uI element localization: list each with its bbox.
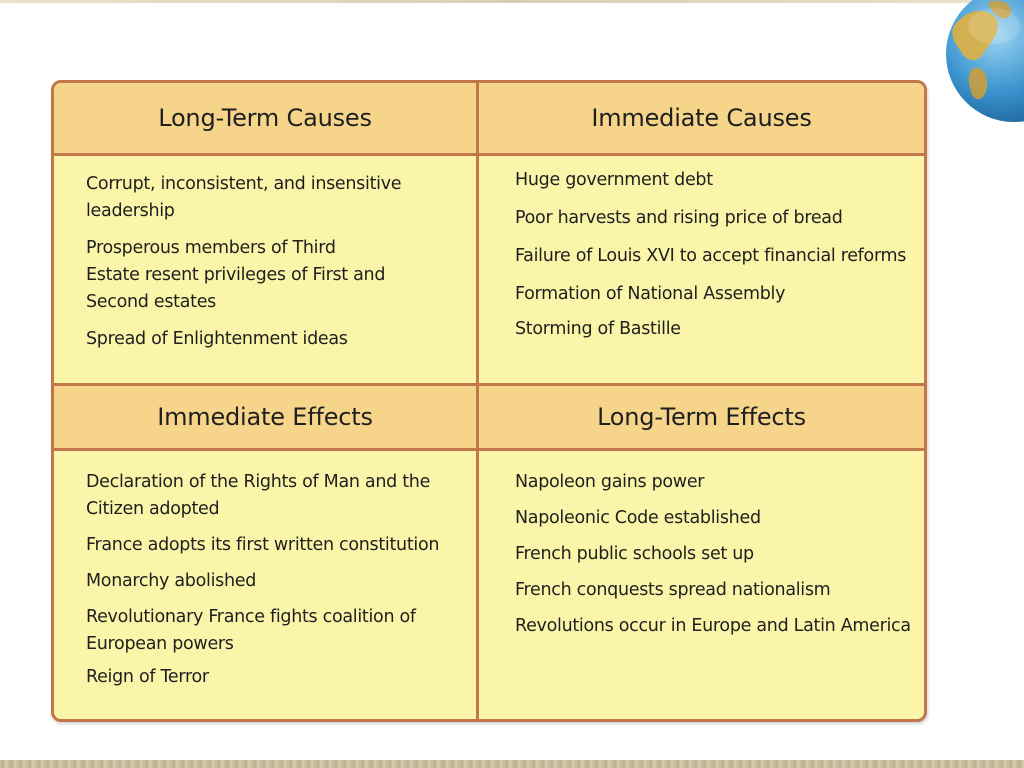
list-item: Storming of Bastille <box>515 319 681 339</box>
list-item: Napoleonic Code established <box>515 508 761 528</box>
list-item: French public schools set up <box>515 544 754 564</box>
header-immediate-effects <box>54 386 476 451</box>
globe-icon <box>944 0 1024 126</box>
long-term-effects-title: Long-Term Effects <box>597 403 806 431</box>
list-item: Spread of Enlightenment ideas <box>86 329 348 349</box>
vertical-divider <box>476 83 479 719</box>
long-term-causes-list <box>86 171 446 353</box>
list-item: Formation of National Assembly <box>515 284 786 304</box>
list-item: Poor harvests and rising price of bread <box>515 208 843 228</box>
header-long-term-causes <box>54 83 476 156</box>
list-item: France adopts its first written constitution <box>86 535 440 555</box>
immediate-causes-list <box>515 167 915 343</box>
list-item: Napoleon gains power <box>515 472 705 492</box>
list-item: French conquests spread nationalism <box>515 580 831 600</box>
header-immediate-causes <box>479 83 924 156</box>
horizontal-divider <box>54 383 924 386</box>
list-item: Revolutionary France fights coalition of European powers <box>86 607 416 654</box>
header-long-term-effects <box>479 386 924 451</box>
immediate-effects-title: Immediate Effects <box>157 403 373 431</box>
causes-effects-table <box>51 80 927 722</box>
list-item: Failure of Louis XVI to accept financial reforms <box>515 246 907 266</box>
list-item: Corrupt, inconsistent, and insensitive leadership <box>86 174 402 221</box>
long-term-effects-list <box>515 469 915 640</box>
top-border-strip <box>0 0 1024 3</box>
long-term-causes-title: Long-Term Causes <box>158 104 372 132</box>
list-item: Monarchy abolished <box>86 571 257 591</box>
list-item: Prosperous members of Third Estate resent privileges of First and Second estates <box>86 238 386 312</box>
list-item: Revolutions occur in Europe and Latin America <box>515 616 911 636</box>
immediate-causes-title: Immediate Causes <box>591 104 812 132</box>
list-item: Reign of Terror <box>86 667 209 687</box>
list-item: Declaration of the Rights of Man and the Citizen adopted <box>86 472 431 519</box>
list-item: Huge government debt <box>515 170 713 190</box>
immediate-effects-list <box>86 469 471 691</box>
bottom-border-strip <box>0 760 1024 768</box>
